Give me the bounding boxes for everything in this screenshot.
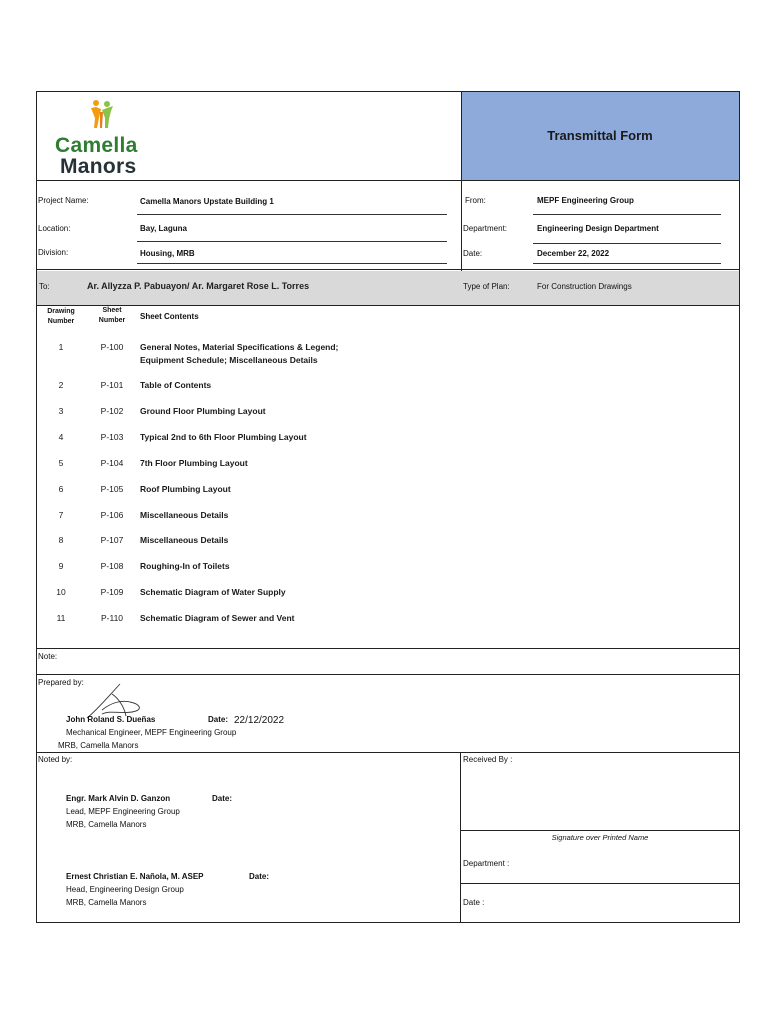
- noted-by-label: Noted by:: [38, 755, 73, 764]
- sheet-content: Typical 2nd to 6th Floor Plumbing Layout: [140, 432, 307, 442]
- drawing-number: 8: [58, 535, 64, 545]
- col-sheet-contents: Sheet Contents: [140, 312, 199, 321]
- to-value: Ar. Allyzza P. Pabuayon/ Ar. Margaret Rose L. Torres: [87, 281, 310, 291]
- col-header-text: Number: [47, 318, 75, 325]
- logo-text-manors: Manors: [60, 155, 137, 178]
- col-drawing-number: [41, 307, 81, 327]
- project-name-value: Camella Manors Upstate Building 1: [140, 197, 274, 206]
- drawing-number: 10: [56, 587, 66, 597]
- type-of-plan-label: Type of Plan:: [463, 282, 510, 291]
- col-sheet-number: [92, 306, 132, 326]
- type-of-plan-value: For Construction Drawings: [537, 282, 632, 291]
- prepared-date-value: 22/12/2022: [234, 715, 285, 726]
- received-date-label: Date :: [463, 898, 485, 907]
- sheet-number: P-104: [100, 458, 124, 468]
- col-header-text: Drawing: [47, 308, 75, 315]
- sheet-content: General Notes, Material Specifications & Legend;: [140, 342, 339, 352]
- prepared-by-title: Mechanical Engineer, MEPF Engineering Group: [66, 728, 237, 737]
- field-underline: [137, 241, 447, 242]
- drawing-number: 5: [58, 458, 64, 468]
- field-underline: [533, 263, 721, 264]
- sheet-number: P-100: [100, 342, 124, 352]
- divider: [36, 269, 740, 270]
- from-label: From:: [465, 196, 486, 205]
- field-underline: [137, 214, 447, 215]
- company-logo: [55, 98, 165, 178]
- prepared-date-label: Date:: [208, 715, 229, 724]
- signature-caption: Signature over Printed Name: [551, 833, 649, 842]
- noted-person2-date-label: Date:: [249, 872, 270, 881]
- location-value: Bay, Laguna: [140, 224, 187, 233]
- sheet-content: 7th Floor Plumbing Layout: [140, 458, 248, 468]
- sheet-number: P-107: [100, 535, 124, 545]
- to-label: To:: [39, 282, 50, 291]
- noted-person1-name: Engr. Mark Alvin D. Ganzon: [66, 794, 171, 803]
- field-underline: [533, 214, 721, 215]
- department-label: Department:: [463, 224, 508, 233]
- note-label: Note:: [38, 652, 58, 661]
- drawing-number: 3: [58, 406, 64, 416]
- divider: [460, 830, 740, 831]
- sheet-content: Schematic Diagram of Water Supply: [140, 587, 286, 597]
- prepared-by-name: John Roland S. Dueñas: [66, 715, 156, 724]
- sheet-content: Table of Contents: [140, 380, 212, 390]
- to-row: [37, 271, 739, 305]
- divider: [36, 180, 740, 181]
- drawing-number: 1: [58, 342, 64, 352]
- sheet-content: Roof Plumbing Layout: [140, 484, 231, 494]
- col-header-text: Number: [98, 317, 126, 324]
- field-underline: [533, 243, 721, 244]
- drawing-number: 2: [58, 380, 64, 390]
- divider: [36, 648, 740, 649]
- division-value: Housing, MRB: [140, 249, 195, 258]
- divider: [36, 305, 740, 306]
- department-value: Engineering Design Department: [537, 224, 659, 233]
- sheet-content: Miscellaneous Details: [140, 535, 229, 545]
- received-by-label: Received By :: [463, 755, 513, 764]
- sheet-number: P-105: [100, 484, 124, 494]
- sheet-content: Ground Floor Plumbing Layout: [140, 406, 266, 416]
- col-header-text: Sheet: [102, 307, 122, 314]
- location-label: Location:: [38, 224, 71, 233]
- logo-figures-icon: [87, 98, 117, 130]
- sheet-number: P-109: [100, 587, 124, 597]
- divider: [461, 91, 462, 271]
- drawing-number: 7: [58, 510, 64, 520]
- drawing-number: 4: [58, 432, 64, 442]
- project-name-label: Project Name:: [38, 196, 89, 205]
- prepared-by-org: MRB, Camella Manors: [58, 741, 139, 750]
- noted-person1-org: MRB, Camella Manors: [66, 820, 147, 829]
- noted-person2-title: Head, Engineering Design Group: [66, 885, 184, 894]
- sheet-number: P-110: [100, 613, 124, 623]
- sheet-number: P-101: [100, 380, 124, 390]
- divider: [460, 883, 740, 884]
- sheet-number: P-102: [100, 406, 124, 416]
- sheet-content: Miscellaneous Details: [140, 510, 229, 520]
- drawing-number: 11: [56, 613, 66, 623]
- prepared-by-label: Prepared by:: [38, 678, 84, 687]
- drawing-number: 6: [58, 484, 64, 494]
- sheet-number: P-108: [100, 561, 124, 571]
- from-value: MEPF Engineering Group: [537, 196, 634, 205]
- divider: [36, 752, 740, 753]
- noted-person1-date-label: Date:: [212, 794, 233, 803]
- sheet-content-line2: Equipment Schedule; Miscellaneous Details: [140, 355, 318, 365]
- date-label: Date:: [463, 249, 483, 258]
- noted-person1-title: Lead, MEPF Engineering Group: [66, 807, 180, 816]
- drawing-number: 9: [58, 561, 64, 571]
- field-underline: [137, 263, 447, 264]
- date-value: December 22, 2022: [537, 249, 610, 258]
- form-title-cell: [461, 92, 739, 180]
- noted-person2-org: MRB, Camella Manors: [66, 898, 147, 907]
- divider: [36, 674, 740, 675]
- logo-text-camella: Camella: [55, 134, 138, 157]
- received-department-label: Department :: [463, 859, 510, 868]
- sheet-number: P-106: [100, 510, 124, 520]
- sheet-content: Schematic Diagram of Sewer and Vent: [140, 613, 295, 623]
- division-label: Division:: [38, 248, 69, 257]
- noted-person2-name: Ernest Christian E. Nañola, M. ASEP: [66, 872, 204, 881]
- form-title: Transmittal Form: [547, 128, 653, 143]
- sheet-content: Roughing-In of Toilets: [140, 561, 230, 571]
- sheet-number: P-103: [100, 432, 124, 442]
